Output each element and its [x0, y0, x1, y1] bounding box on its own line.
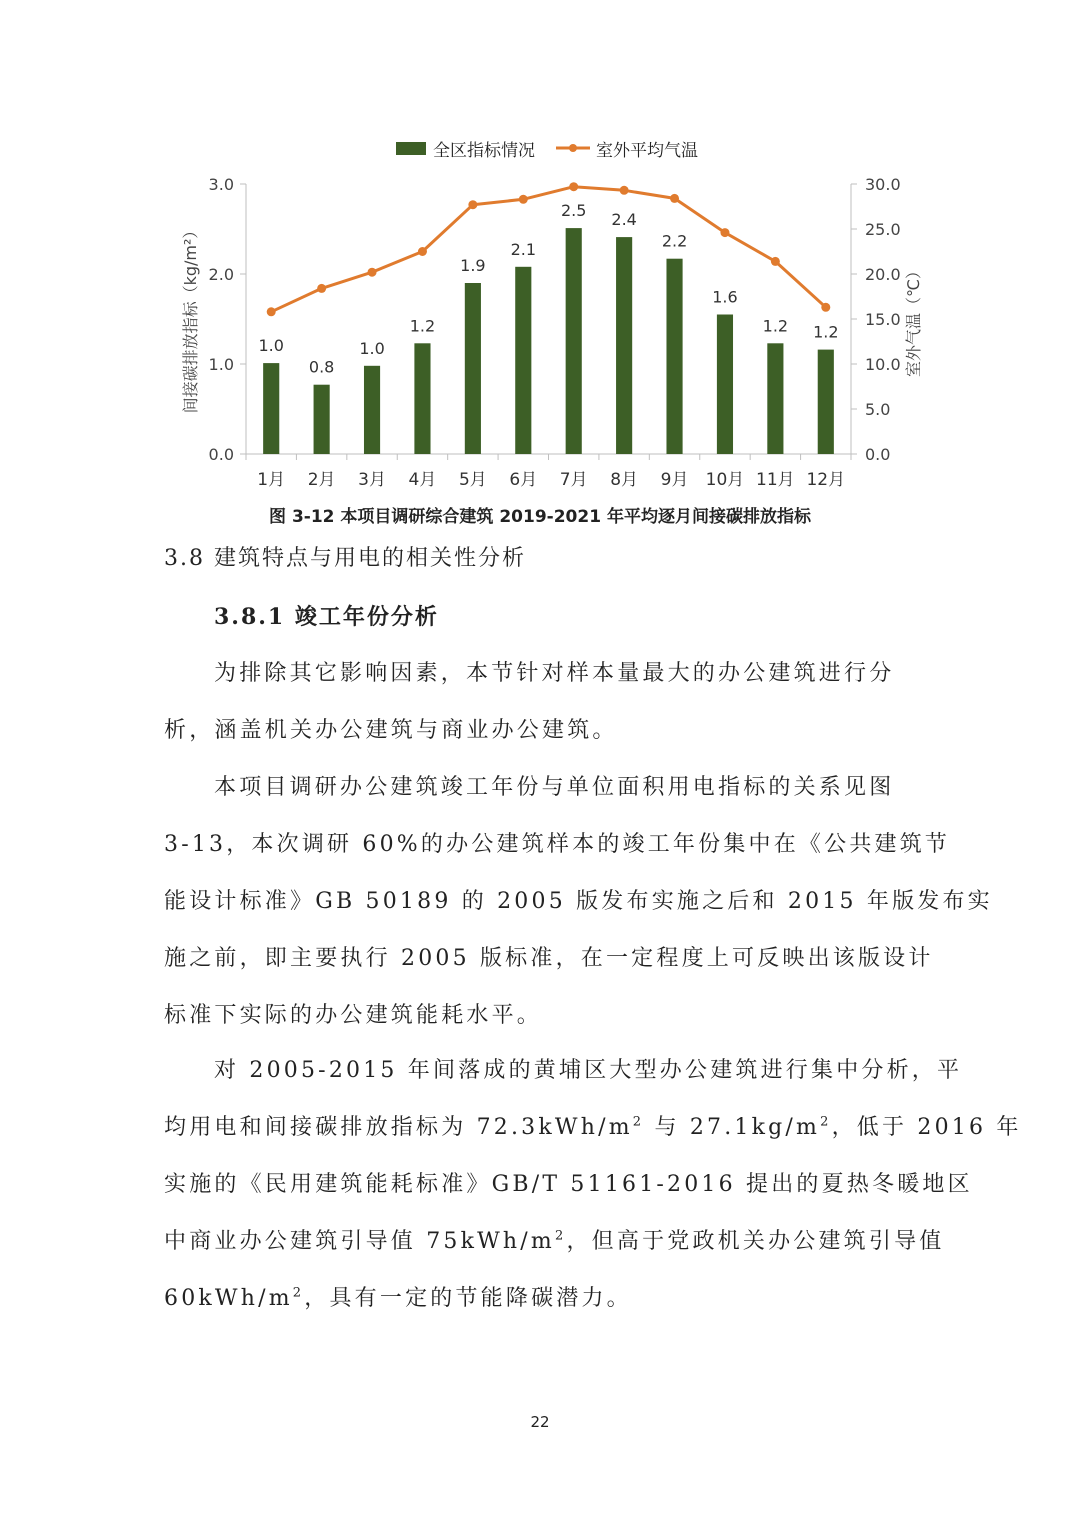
- chart-right-axis-label: 室外气温（℃）: [904, 263, 923, 377]
- legend-line-label: 室外平均气温: [596, 141, 698, 161]
- figure-caption: 图 3-12 本项目调研综合建筑 2019-2021 年平均逐月间接碳排放指标: [269, 507, 811, 527]
- bar: [616, 237, 632, 454]
- bar-value-label: 1.6: [712, 287, 738, 307]
- paragraph-line: 3-13，本次调研 60%的办公建筑样本的竣工年份集中在《公共建筑节: [164, 832, 951, 857]
- chart-bars: [263, 228, 834, 454]
- temperature-point: [670, 194, 679, 203]
- x-tick-label: 1月: [257, 470, 286, 490]
- temperature-point: [720, 228, 729, 237]
- bar: [666, 259, 682, 454]
- superscript: 2: [292, 1285, 305, 1301]
- temperature-point: [620, 186, 629, 195]
- chart-legend: [396, 141, 698, 161]
- bar-value-label: 0.8: [308, 357, 335, 377]
- page-number: 22: [530, 1413, 550, 1431]
- chart-left-axis-label: 间接碳排放指标（kg/m²）: [181, 222, 200, 414]
- text-run: ，低于 2016 年: [831, 1115, 1022, 1140]
- temperature-point: [771, 257, 780, 266]
- paragraph-line: 实施的《民用建筑能耗标准》GB/T 51161-2016 提出的夏热冬暖地区: [164, 1172, 973, 1197]
- right-tick-label: 10.0: [865, 355, 901, 374]
- bar: [818, 350, 834, 454]
- chart-x-labels: [257, 470, 845, 490]
- bar-value-label: 1.0: [359, 338, 385, 358]
- bar: [465, 283, 481, 454]
- x-tick-label: 11月: [756, 470, 795, 490]
- text-run: 中商业办公建筑引导值 75kWh/m: [164, 1229, 555, 1254]
- temperature-point: [468, 200, 477, 209]
- bar: [263, 363, 279, 454]
- paragraph-line: 对 2005-2015 年间落成的黄埔区大型办公建筑进行集中分析，平: [214, 1058, 963, 1083]
- paragraph-2: [164, 759, 993, 1044]
- bar-value-label: 2.2: [661, 231, 688, 251]
- x-tick-label: 12月: [806, 470, 846, 490]
- bar: [414, 343, 430, 454]
- legend-line-marker: [569, 144, 577, 152]
- temperature-line: [271, 187, 826, 312]
- text-run: 均用电和间接碳排放指标为 72.3kWh/m: [164, 1115, 633, 1140]
- legend-bar-swatch: [396, 142, 426, 155]
- chart: [0, 0, 1080, 500]
- subsection-heading: 3.8.1 竣工年份分析: [214, 604, 439, 630]
- x-tick-label: 6月: [509, 470, 538, 490]
- bar-value-label: 2.1: [510, 239, 537, 259]
- temperature-point: [267, 307, 276, 316]
- superscript: 2: [554, 1228, 567, 1244]
- section-heading: 3.8 建筑特点与用电的相关性分析: [164, 546, 526, 571]
- text-run: ，但高于党政机关办公建筑引导值: [566, 1229, 945, 1254]
- temperature-point: [418, 247, 427, 256]
- bar-value-label: 2.5: [560, 201, 587, 221]
- x-tick-label: 2月: [307, 470, 336, 490]
- temperature-point: [317, 284, 326, 293]
- paragraph-line: [164, 1270, 916, 1327]
- paragraph-line: 施之前，即主要执行 2005 版标准，在一定程度上可反映出该版设计: [164, 946, 934, 971]
- x-tick-label: 7月: [559, 470, 588, 490]
- paragraph-line: 标准下实际的办公建筑能耗水平。: [164, 1003, 543, 1028]
- superscript: 2: [820, 1114, 832, 1130]
- right-tick-label: 30.0: [865, 175, 901, 194]
- chart-bar-labels: [258, 201, 838, 377]
- x-tick-label: 8月: [610, 470, 639, 490]
- right-tick-label: 0.0: [865, 445, 891, 464]
- chart-axes: [209, 175, 901, 464]
- legend-bar-label: 全区指标情况: [433, 141, 535, 161]
- paragraph-line: [164, 1099, 1022, 1156]
- right-tick-label: 25.0: [865, 220, 901, 239]
- x-tick-label: 10月: [705, 470, 745, 490]
- paragraph-3: [164, 1042, 1022, 1327]
- left-tick-label: 2.0: [208, 265, 234, 284]
- bar: [515, 267, 531, 454]
- paragraph-line: 析，涵盖机关办公建筑与商业办公建筑。: [164, 718, 618, 743]
- text-run: 与 27.1kg/m: [644, 1115, 821, 1140]
- bar-value-label: 1.9: [460, 256, 486, 275]
- temperature-point: [368, 268, 377, 277]
- text-run: ，具有一定的节能降碳潜力。: [304, 1286, 632, 1311]
- bar: [717, 315, 733, 455]
- right-tick-label: 20.0: [865, 265, 901, 284]
- temperature-point: [569, 182, 578, 191]
- x-tick-label: 4月: [408, 470, 437, 490]
- temperature-point: [519, 195, 528, 204]
- paragraph-1: [164, 645, 916, 759]
- bar-value-label: 1.2: [409, 316, 436, 336]
- paragraph-line: [164, 1213, 945, 1270]
- superscript: 2: [632, 1114, 645, 1130]
- x-tick-label: 5月: [458, 470, 487, 490]
- paragraph-line: 能设计标准》GB 50189 的 2005 版发布实施之后和 2015 年版发布实: [164, 889, 993, 914]
- bar: [566, 228, 582, 454]
- right-tick-label: 15.0: [865, 310, 901, 329]
- x-tick-label: 9月: [660, 470, 689, 490]
- bar-value-label: 1.2: [813, 322, 839, 342]
- left-tick-label: 0.0: [208, 445, 234, 464]
- left-tick-label: 3.0: [208, 175, 234, 194]
- text-run: 60kWh/m: [164, 1286, 293, 1311]
- paragraph-line: 本项目调研办公建筑竣工年份与单位面积用电指标的关系见图: [214, 775, 895, 800]
- chart-temperature-line: [267, 182, 831, 316]
- x-tick-label: 3月: [358, 470, 386, 490]
- left-tick-label: 1.0: [208, 355, 234, 374]
- temperature-point: [821, 303, 830, 312]
- bar: [314, 385, 330, 454]
- bar-value-label: 2.4: [611, 210, 637, 230]
- paragraph-line: 为排除其它影响因素，本节针对样本量最大的办公建筑进行分: [214, 661, 895, 686]
- bar-value-label: 1.2: [762, 316, 789, 336]
- right-tick-label: 5.0: [865, 400, 891, 419]
- bar-value-label: 1.0: [258, 336, 284, 356]
- bar: [767, 343, 783, 454]
- bar: [364, 366, 380, 454]
